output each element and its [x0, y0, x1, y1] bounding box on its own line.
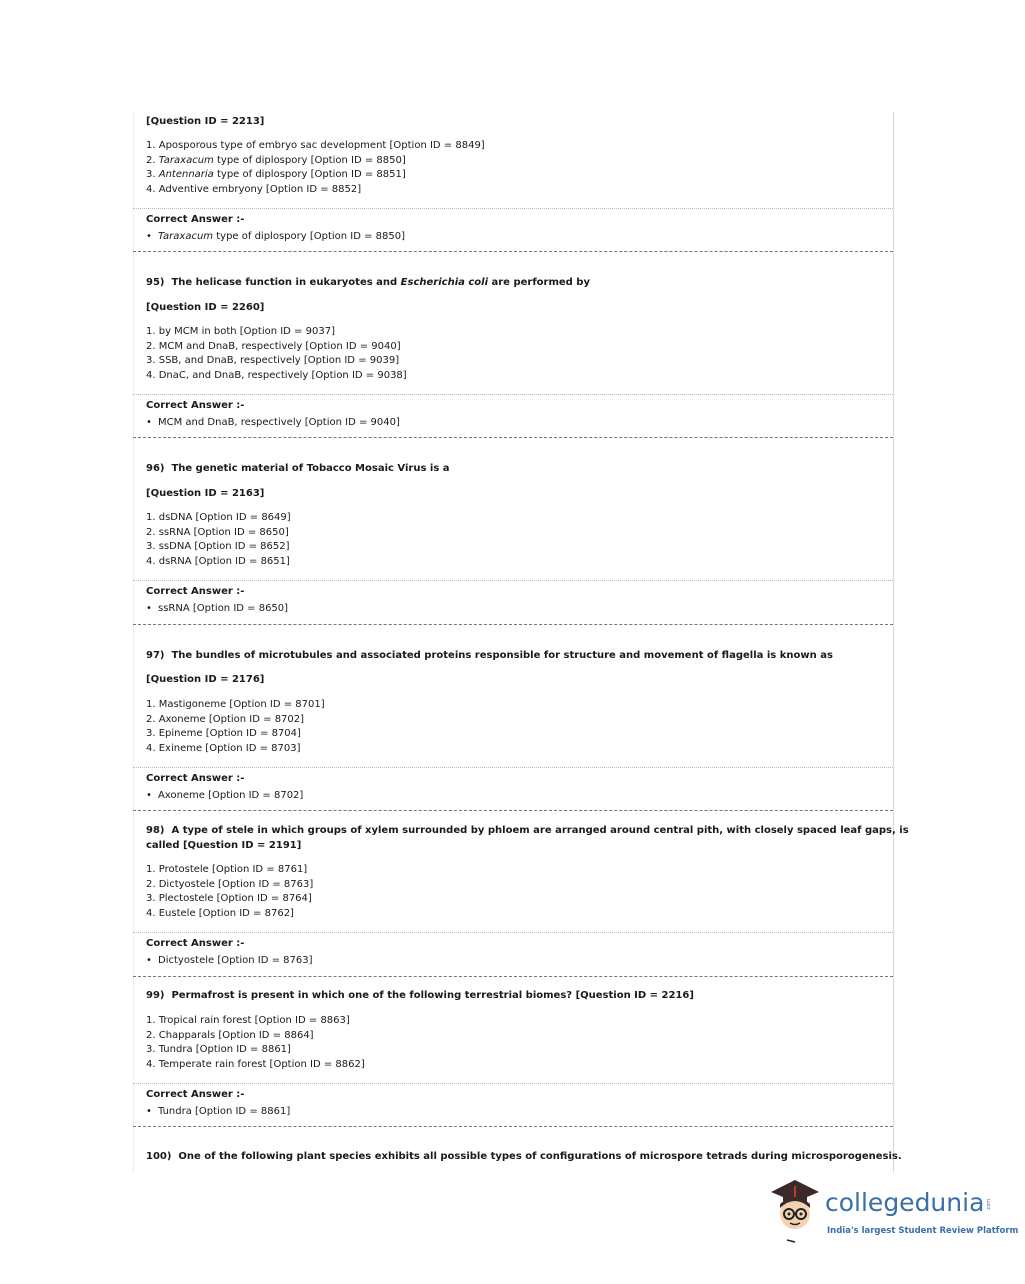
q99-divider — [133, 1083, 893, 1084]
q95-question-id: [Question ID = 2260] — [146, 302, 265, 313]
question-paper-page — [133, 112, 909, 1172]
q99-option-4: 4. Temperate rain forest [Option ID = 8862] — [146, 1058, 365, 1070]
q98-end-separator — [133, 976, 893, 977]
q98-option-1: 1. Protostele [Option ID = 8761] — [146, 864, 308, 875]
q95-correct-answer: • MCM and DnaB, respectively [Option ID = 9040] — [146, 417, 400, 428]
q99-option-1: 1. Tropical rain forest [Option ID = 8863] — [146, 1015, 350, 1026]
q97-option-3: 3. Epineme [Option ID = 8704] — [146, 728, 301, 740]
q99-correct-answer-label: Correct Answer :- — [146, 1089, 245, 1100]
q94-end-separator — [133, 251, 893, 252]
q97-end-separator — [133, 810, 893, 811]
q98-option-2: 2. Dictyostele [Option ID = 8763] — [146, 878, 314, 890]
q98-option-4: 4. Eustele [Option ID = 8762] — [146, 907, 294, 919]
q97-divider — [133, 767, 893, 768]
mascot-icon — [765, 1178, 823, 1244]
q95-option-2: 2. MCM and DnaB, respectively [Option ID = 9040] — [146, 340, 401, 352]
q98-correct-answer-label: Correct Answer :- — [146, 938, 245, 949]
q99-option-3: 3. Tundra [Option ID = 8861] — [146, 1044, 291, 1056]
q99-option-2: 2. Chapparals [Option ID = 8864] — [146, 1029, 314, 1041]
q96-correct-answer-label: Correct Answer :- — [146, 586, 245, 597]
q99-end-separator — [133, 1126, 893, 1127]
q96-option-1: 1. dsDNA [Option ID = 8649] — [146, 512, 291, 523]
q96-question-id: [Question ID = 2163] — [146, 488, 265, 499]
q96-option-3: 3. ssDNA [Option ID = 8652] — [146, 541, 290, 553]
q94-option-4: 4. Adventive embryony [Option ID = 8852] — [146, 183, 362, 195]
q95-divider — [133, 394, 893, 395]
brand-tagline: India's largest Student Review Platform — [827, 1226, 1019, 1236]
q96-correct-answer: • ssRNA [Option ID = 8650] — [146, 603, 289, 614]
q96-question-text: 96) The genetic material of Tobacco Mosaic Virus is a — [146, 463, 450, 474]
q97-question-text: 97) The bundles of microtubules and associated proteins responsible for structure and movement of flagella is known as — [146, 650, 833, 661]
q96-options — [146, 511, 906, 569]
q95-question-text: 95) The helicase function in eukaryotes and Escherichia coli are performed by — [146, 277, 590, 288]
q94-correct-answer-label: Correct Answer :- — [146, 214, 245, 225]
q96-option-4: 4. dsRNA [Option ID = 8651] — [146, 555, 290, 567]
q94-divider — [133, 208, 893, 209]
q94-question-id: [Question ID = 2213] — [146, 116, 265, 127]
q98-correct-answer: • Dictyostele [Option ID = 8763] — [146, 955, 313, 966]
q99-correct-answer: • Tundra [Option ID = 8861] — [146, 1106, 291, 1117]
q98-question-text: 98) A type of stele in which groups of xylem surrounded by phloem are arranged around central pith, with closely spaced leaf gaps, is called [Question ID = 2191] — [146, 825, 909, 851]
q95-option-4: 4. DnaC, and DnaB, respectively [Option ID = 9038] — [146, 369, 407, 381]
q97-correct-answer-label: Correct Answer :- — [146, 773, 245, 784]
q96-end-separator — [133, 624, 893, 625]
q97-option-4: 4. Exineme [Option ID = 8703] — [146, 742, 301, 754]
brand-name: collegedunia — [825, 1188, 985, 1217]
q95-end-separator — [133, 437, 893, 438]
q94-option-1: 1. Aposporous type of embryo sac development [Option ID = 8849] — [146, 140, 485, 151]
q98-options — [146, 863, 906, 921]
q95-option-3: 3. SSB, and DnaB, respectively [Option ID = 9039] — [146, 355, 400, 367]
q95-option-1: 1. by MCM in both [Option ID = 9037] — [146, 326, 335, 337]
q97-option-1: 1. Mastigoneme [Option ID = 8701] — [146, 699, 325, 710]
q96-option-2: 2. ssRNA [Option ID = 8650] — [146, 526, 289, 538]
q96-divider — [133, 580, 893, 581]
q99-question-text: 99) Permafrost is present in which one of the following terrestrial biomes? [Question ID = 2216] — [146, 990, 694, 1001]
q99-options — [146, 1014, 906, 1072]
q95-correct-answer-label: Correct Answer :- — [146, 400, 245, 411]
collegedunia-logo[interactable] — [765, 1178, 1019, 1248]
q100-question-text: 100) One of the following plant species exhibits all possible types of configurations of microspore tetrads during microsporogenesis. — [146, 1151, 902, 1162]
q94-option-3: 3. Antennaria type of diplospory [Option ID = 8851] — [146, 169, 406, 181]
q94-options — [146, 139, 906, 197]
q98-divider — [133, 932, 893, 933]
q95-options — [146, 325, 906, 383]
q94-correct-answer: • Taraxacum type of diplospory [Option ID = 8850] — [146, 231, 406, 242]
brand-domain: .com — [986, 1198, 993, 1212]
q97-options — [146, 698, 906, 756]
q97-question-id: [Question ID = 2176] — [146, 674, 265, 685]
q97-correct-answer: • Axoneme [Option ID = 8702] — [146, 790, 304, 801]
q98-option-3: 3. Plectostele [Option ID = 8764] — [146, 893, 312, 905]
q97-option-2: 2. Axoneme [Option ID = 8702] — [146, 713, 305, 725]
q94-option-2: 2. Taraxacum type of diplospory [Option ID = 8850] — [146, 154, 406, 166]
